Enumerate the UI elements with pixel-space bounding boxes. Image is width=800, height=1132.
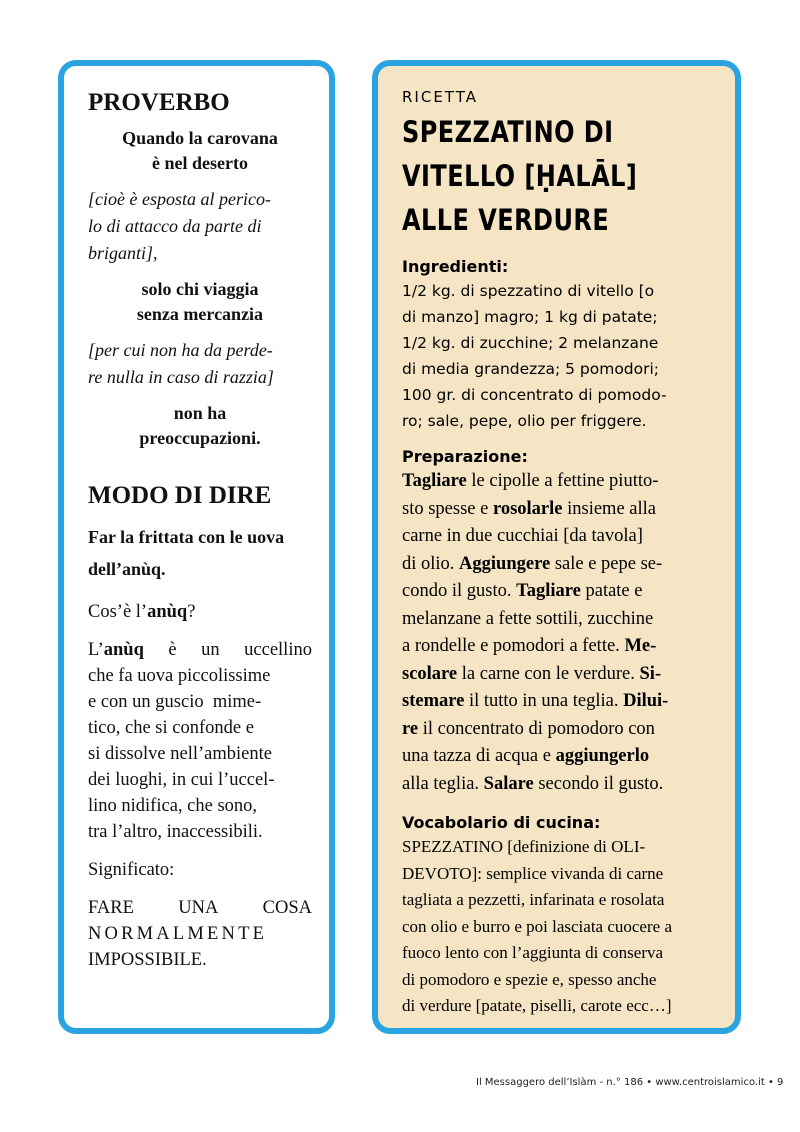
vocab-line: di pomodoro e spezie e, spesso anche (402, 969, 657, 989)
text-fragment: patate e (580, 581, 643, 601)
explanation-line: tra l’altro, inaccessibili. (88, 822, 263, 842)
ingredients-line: di media grandezza; 5 pomodori; (402, 360, 660, 378)
idiom-line: Far la frittata con le uova (88, 527, 285, 547)
title-line: ALLE VERDURE (402, 203, 610, 237)
proverb-line: Quando la carovana (122, 128, 278, 148)
title-line: SPEZZATINO DI (402, 115, 614, 149)
preparation-text (402, 468, 717, 798)
text-fragment: sto spesse e (402, 498, 493, 519)
prep-line (402, 771, 717, 799)
verb-bold: Aggiungere (459, 553, 551, 574)
explanation-line: e con un guscio mime- (88, 692, 262, 712)
vocab-line: tagliata a pezzetti, infarinata e rosolata (402, 890, 665, 909)
prep-line (402, 468, 717, 496)
note-line: lo di attacco da parte di (88, 216, 262, 236)
idiom-explanation (88, 637, 312, 845)
prep-line (402, 496, 717, 524)
note-line: [cioè è esposta al perico- (88, 189, 271, 209)
proverb-note (88, 337, 312, 391)
proverb-line: preoccupazioni. (139, 428, 261, 448)
proverb-line: non ha (173, 403, 227, 423)
proverb-line: solo chi viaggia (141, 279, 259, 299)
recipe-title (402, 110, 692, 242)
text-fragment: alla teglia. (402, 773, 484, 794)
recipe-kicker: RICETTA (402, 88, 478, 106)
idiom-question (88, 599, 312, 625)
prep-line (402, 551, 717, 579)
meaning-line: NORMALMENTE (88, 924, 268, 944)
meaning-text (88, 895, 312, 973)
prep-line: melanzane a fette sottili, zucchine (402, 608, 654, 629)
text-fragment: uccellino (244, 640, 312, 660)
text-fragment: sale e pepe se- (550, 553, 663, 574)
verb-bold: scolare (402, 663, 458, 684)
text-fragment: è (168, 640, 177, 660)
idiom-heading: MODO DI DIRE (88, 482, 272, 509)
explanation-line: si dissolve nell’ambiente (88, 744, 272, 764)
question-mark: ? (187, 602, 196, 622)
ingredients-list (402, 278, 717, 434)
verb-bold: Salare (483, 773, 534, 794)
text-fragment: un (201, 640, 220, 660)
text-fragment: le cipolle a fettine piutto- (466, 471, 659, 491)
recipe-column (402, 88, 717, 1020)
prep-line (402, 578, 717, 606)
text-fragment: la carne con le verdure. (457, 663, 640, 684)
text-fragment: una tazza di acqua e (402, 746, 556, 766)
verb-bold: rosolarle (492, 498, 563, 519)
preparation-heading: Preparazione: (402, 447, 528, 466)
text-fragment: di olio. (402, 553, 460, 574)
prep-line (402, 633, 717, 661)
meaning-line: IMPOSSIBILE. (88, 950, 207, 970)
proverb-note (88, 186, 312, 267)
ingredients-heading: Ingredienti: (402, 257, 509, 276)
proverb-column (88, 88, 312, 973)
term-bold: anùq (103, 640, 144, 660)
verb-bold: Tagliare (516, 581, 581, 601)
explanation-line: lino nidifica, che sono, (88, 796, 258, 816)
explanation-line: tico, che si confonde e (88, 718, 254, 738)
text-fragment: COSA (262, 898, 312, 918)
note-line: [per cui non ha da perde- (88, 340, 273, 360)
text-fragment: condo il gusto. (402, 581, 517, 601)
idiom-line: dell’anùq. (88, 559, 166, 579)
prep-line: carne in due cucchiai [da tavola] (402, 526, 643, 546)
verb-bold: aggiungerlo (555, 746, 650, 766)
proverb-line: senza mercanzia (136, 304, 264, 324)
ingredients-line: 1/2 kg. di spezzatino di vitello [o (402, 282, 655, 300)
ingredients-line: ro; sale, pepe, olio per friggere. (402, 412, 647, 430)
text-fragment: L’ (88, 640, 104, 660)
vocabulary-heading: Vocabolario di cucina: (402, 813, 601, 832)
verb-bold: re (402, 718, 419, 739)
vocab-line: DEVOTO]: semplice vivanda di carne (402, 863, 664, 883)
explanation-line: dei luoghi, in cui l’uccel- (88, 770, 275, 790)
text-fragment: insieme alla (562, 498, 656, 519)
vocab-line: di verdure [patate, piselli, carote ecc…] (402, 996, 672, 1015)
prep-line (402, 661, 717, 689)
explanation-line (88, 637, 312, 663)
text-fragment: il tutto in una teglia. (464, 691, 624, 711)
vocab-line: SPEZZATINO [definizione di OLI- (402, 837, 646, 856)
recipe-panel (372, 60, 741, 1034)
question-term: anùq (147, 602, 188, 622)
proverb-heading: PROVERBO (88, 89, 230, 116)
page-footer: Il Messaggero dell’Islàm - n.° 186 • www.centroislamico.it • 9 (476, 1077, 784, 1088)
text-fragment: secondo il gusto. (533, 773, 664, 794)
vocabulary-text (402, 834, 717, 1020)
question-text: Cos’è l’ (88, 602, 148, 622)
text-fragment: UNA (178, 898, 219, 918)
explanation-line: che fa uova piccolissime (88, 666, 271, 686)
proverb-line: è nel deserto (152, 153, 248, 173)
ingredients-line: 1/2 kg. di zucchine; 2 melanzane (402, 334, 659, 352)
verb-bold: Tagliare (402, 471, 467, 491)
ingredients-line: di manzo] magro; 1 kg di patate; (402, 308, 658, 326)
text-fragment: FARE (88, 898, 134, 918)
verb-bold: Si- (639, 663, 662, 684)
vocab-line: con olio e burro e poi lasciata cuocere a (402, 916, 672, 936)
prep-line (402, 743, 717, 771)
text-fragment: a rondelle e pomodori a fette. (402, 636, 625, 656)
ingredients-line: 100 gr. di concentrato di pomodo- (402, 386, 667, 404)
prep-line (402, 688, 717, 716)
verb-bold: Me- (624, 636, 657, 656)
vocab-line: fuoco lento con l’aggiunta di conserva (402, 943, 664, 962)
proverb-panel (58, 60, 335, 1034)
verb-bold: Dilui- (623, 691, 669, 711)
title-line: VITELLO [ḤALĀL] (402, 159, 638, 193)
prep-line (402, 716, 717, 744)
meaning-label: Significato: (88, 860, 175, 880)
text-fragment: il concentrato di pomodoro con (418, 718, 655, 739)
verb-bold: stemare (402, 691, 465, 711)
note-line: briganti], (88, 243, 158, 263)
meaning-line (88, 895, 312, 921)
note-line: re nulla in caso di razzia] (88, 367, 274, 387)
